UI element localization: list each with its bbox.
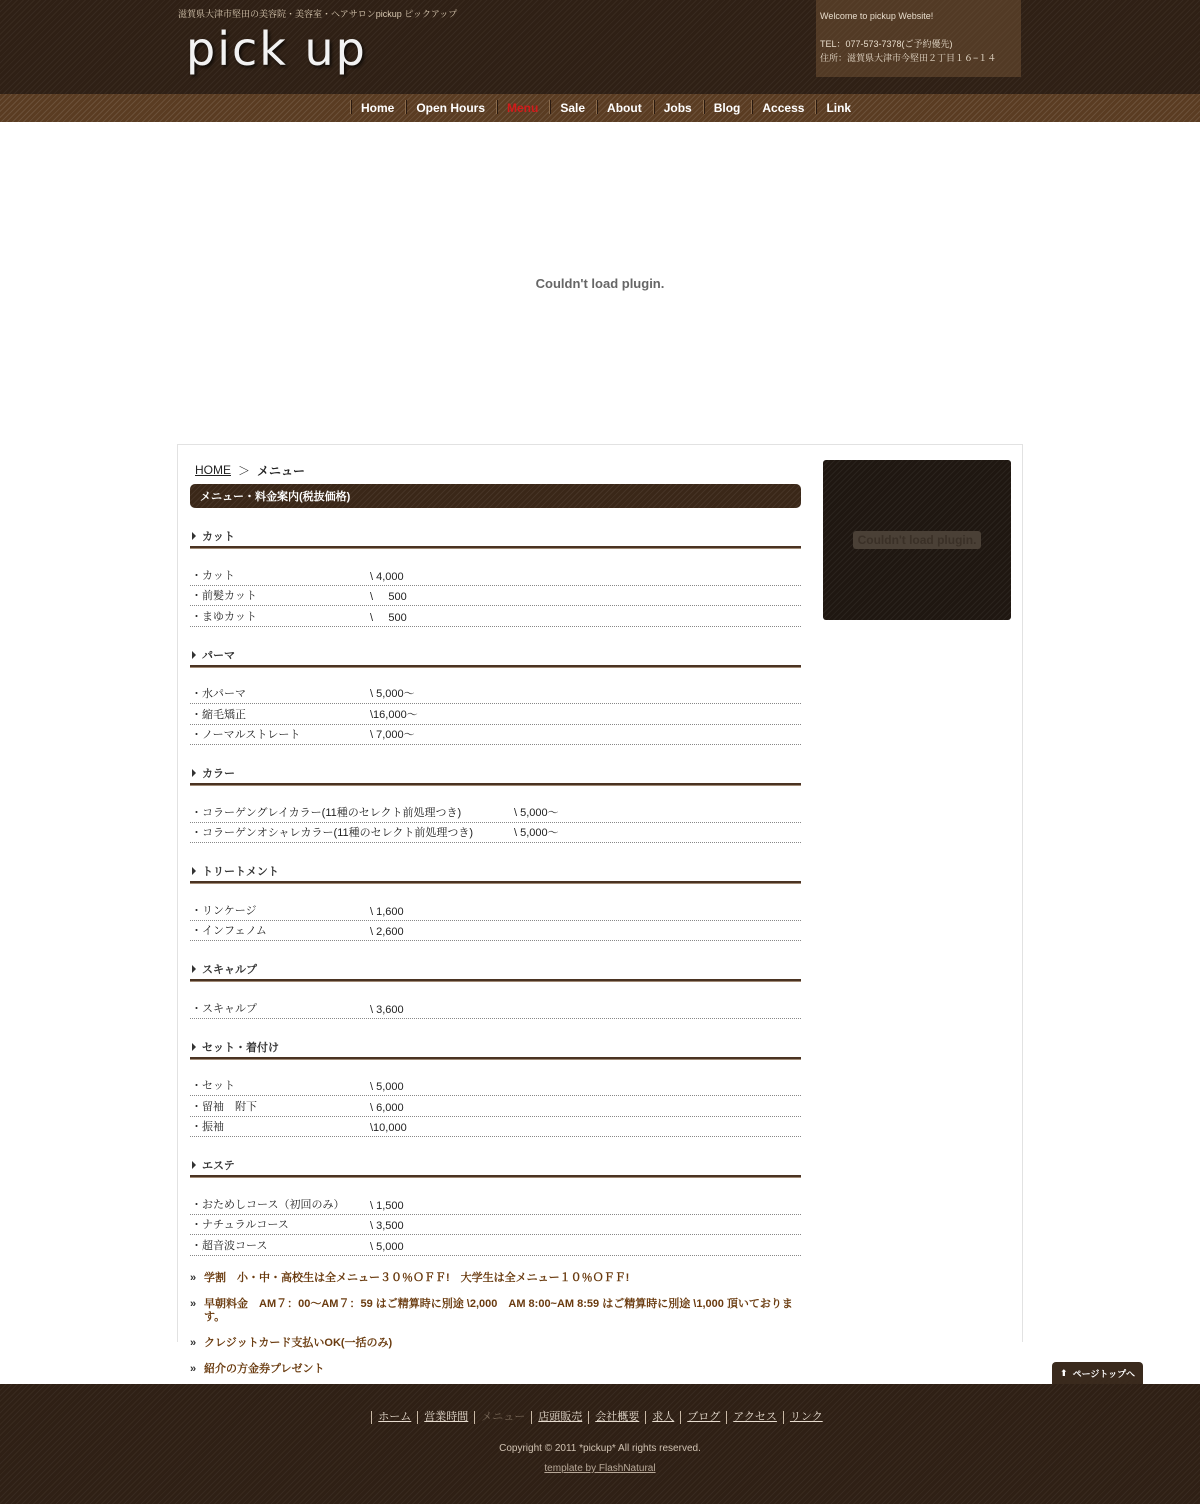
nav-link[interactable]: Link [815, 94, 862, 122]
double-chevron-icon: » [190, 1271, 197, 1284]
sidebar-plugin-error-text: Couldn't load plugin. [853, 531, 982, 549]
menu-section-perm [190, 647, 801, 746]
menu-row [190, 1096, 801, 1117]
triangle-bullet-icon [192, 769, 196, 777]
footer-link-hours[interactable]: 営業時間 [417, 1411, 474, 1424]
nav-jobs[interactable]: Jobs [653, 94, 703, 122]
menu-row [190, 586, 801, 607]
menu-section-scalp [190, 961, 801, 1019]
menu-row [190, 802, 801, 823]
nav-home[interactable]: Home [350, 94, 405, 122]
menu-item-price: \ 1,600 [370, 905, 404, 918]
main-column [190, 459, 801, 1389]
menu-row [190, 684, 801, 705]
note-item [190, 1363, 801, 1376]
menu-section-set [190, 1039, 801, 1138]
footer-link-link[interactable]: リンク [783, 1411, 829, 1424]
page-title: メニュー・料金案内(税抜価格) [190, 484, 801, 508]
double-chevron-icon: » [190, 1336, 197, 1349]
menu-row [190, 921, 801, 942]
menu-item-name: ・ナチュラルコース [191, 1219, 289, 1231]
page-top-label: ページトップへ [1072, 1368, 1135, 1379]
double-chevron-icon: » [190, 1297, 197, 1310]
menu-item-price: \ 5,000～ [514, 827, 559, 839]
section-title [190, 528, 801, 544]
breadcrumb-separator: ＞ [238, 463, 251, 478]
site-header [0, 0, 1200, 94]
footer-link-access[interactable]: アクセス [726, 1411, 783, 1424]
menu-item-name: ・コラーゲングレイカラー(11種のセレクト前処理つき) [191, 806, 462, 819]
section-title [190, 1157, 801, 1173]
breadcrumb-home-link[interactable]: HOME [195, 463, 231, 477]
section-divider [190, 881, 801, 884]
nav-about[interactable]: About [596, 94, 653, 122]
triangle-bullet-icon [192, 532, 196, 540]
menu-item-name: ・振袖 [191, 1121, 224, 1133]
triangle-bullet-icon [192, 867, 196, 875]
triangle-bullet-icon [192, 1043, 196, 1051]
page-top-button[interactable] [1052, 1362, 1143, 1384]
menu-item-price: \ 4,000 [370, 570, 404, 583]
note-text: 早朝料金 AM７：00～AM７：59 はご精算時に別途 \2,000 AM 8:00~AM 8:59 はご精算時に別途 \1,000 頂いております。 [204, 1297, 793, 1323]
section-title-text: パーマ [202, 649, 235, 662]
menu-section-treatment [190, 863, 801, 941]
sidebar-plugin-area[interactable] [823, 460, 1011, 620]
menu-item-price: \ 3,600 [370, 1003, 404, 1016]
nav-menu[interactable]: Menu [496, 94, 549, 122]
note-item [190, 1337, 801, 1350]
menu-item-name: ・縮毛矯正 [191, 708, 246, 721]
footer-link-sale[interactable]: 店頭販売 [531, 1411, 588, 1424]
triangle-bullet-icon [192, 1161, 196, 1169]
welcome-text: Welcome to pickup Website! [820, 11, 934, 21]
note-text: クレジットカード支払いOK(一括のみ) [204, 1336, 393, 1349]
menu-item-name: ・コラーゲンオシャレカラー(11種のセレクト前処理つき) [191, 827, 474, 839]
copyright-text: Copyright © 2011 *pickup* All rights reserved. [499, 1443, 701, 1454]
section-divider [190, 1175, 801, 1178]
triangle-bullet-icon [192, 651, 196, 659]
menu-item-name: ・カット [191, 569, 235, 582]
phone-text: TEL：077-573-7378(ご予約優先) [820, 39, 953, 49]
menu-row [190, 1215, 801, 1236]
menu-row [190, 704, 801, 725]
section-title [190, 1039, 801, 1055]
section-title [190, 765, 801, 781]
arrow-up-icon: ⬆ [1060, 1367, 1068, 1378]
menu-item-price: \ 5,000 [370, 1240, 404, 1253]
menu-item-price: \ 500 [370, 591, 407, 603]
section-divider [190, 546, 801, 549]
menu-item-price: \ 3,500 [370, 1220, 404, 1232]
menu-section-cut [190, 528, 801, 627]
menu-item-name: ・超音波コース [191, 1239, 268, 1252]
menu-section-color [190, 765, 801, 843]
menu-item-price: \ 5,000～ [514, 806, 559, 819]
menu-row [190, 565, 801, 586]
contact-info-box [816, 0, 1021, 77]
menu-item-price: \ 500 [370, 611, 407, 624]
site-footer [0, 1384, 1200, 1504]
nav-blog[interactable]: Blog [703, 94, 752, 122]
section-title [190, 863, 801, 879]
menu-row [190, 900, 801, 921]
section-title-text: セット・着付け [202, 1041, 279, 1054]
menu-item-price: \10,000 [370, 1122, 407, 1134]
menu-row [190, 823, 801, 844]
menu-item-price: \ 7,000～ [370, 729, 415, 741]
section-title-text: カット [202, 531, 235, 543]
menu-item-price: \ 2,600 [370, 926, 404, 938]
nav-access[interactable]: Access [751, 94, 815, 122]
nav-sale[interactable]: Sale [549, 94, 596, 122]
menu-row [190, 1117, 801, 1138]
footer-nav [0, 1411, 1200, 1424]
menu-item-price: \16,000～ [370, 708, 418, 721]
menu-item-name: ・リンケージ [191, 904, 257, 917]
footer-link-about[interactable]: 会社概要 [588, 1411, 645, 1424]
menu-row [190, 725, 801, 746]
main-nav [0, 94, 1200, 122]
menu-item-price: \ 5,000～ [370, 688, 415, 700]
footer-link-blog[interactable]: ブログ [680, 1411, 726, 1424]
menu-row [190, 998, 801, 1019]
site-logo[interactable]: pick up [186, 22, 367, 76]
menu-row [190, 606, 801, 627]
menu-item-price: \ 5,000 [370, 1081, 404, 1093]
double-chevron-icon: » [190, 1362, 197, 1375]
content-container [177, 444, 1023, 1375]
menu-section-esthetic [190, 1157, 801, 1256]
menu-item-name: ・前髪カット [191, 590, 257, 602]
menu-item-name: ・ノーマルストレート [191, 729, 301, 741]
address-text: 住所：滋賀県大津市今堅田２丁目１６−１４ [820, 53, 997, 63]
menu-item-price: \ 1,500 [370, 1199, 404, 1212]
menu-row [190, 1235, 801, 1256]
footer-link-menu: メニュー [474, 1411, 531, 1424]
site-tagline: 滋賀県大津市堅田の美容院・美容室・ヘアサロンpickup ピックアップ [178, 9, 458, 19]
menu-item-name: ・留袖 附下 [191, 1100, 257, 1113]
menu-item-price: \ 6,000 [370, 1101, 404, 1114]
template-credit-link[interactable]: template by FlashNatural [544, 1463, 656, 1474]
section-divider [190, 783, 801, 786]
plugin-error-text: Couldn't load plugin. [535, 275, 665, 291]
section-title-text: エステ [202, 1160, 235, 1172]
note-item [190, 1298, 801, 1324]
menu-row [190, 1076, 801, 1097]
section-title [190, 961, 801, 977]
menu-item-name: ・まゆカット [191, 610, 257, 623]
triangle-bullet-icon [192, 965, 196, 973]
breadcrumb-current: メニュー [257, 463, 306, 478]
breadcrumb [190, 459, 801, 481]
main-plugin-area[interactable] [0, 122, 1200, 444]
menu-item-name: ・水パーマ [191, 688, 246, 700]
footer-link-jobs[interactable]: 求人 [645, 1411, 680, 1424]
section-title-text: トリートメント [202, 866, 279, 878]
note-text: 紹介の方金券プレゼント [204, 1362, 325, 1375]
section-title-text: カラー [202, 768, 235, 780]
section-divider [190, 1057, 801, 1060]
notes-list [190, 1272, 801, 1376]
section-divider [190, 665, 801, 668]
menu-item-name: ・スキャルプ [191, 1002, 257, 1015]
note-item [190, 1272, 801, 1285]
menu-item-name: ・おためしコース（初回のみ） [191, 1198, 345, 1211]
menu-item-name: ・セット [191, 1080, 235, 1092]
note-text: 学割 小・中・高校生は全メニュー３０％ＯＦＦ! 大学生は全メニュー１０％ＯＦＦ! [204, 1271, 630, 1284]
section-title [190, 647, 801, 663]
section-title-text: スキャルプ [202, 964, 257, 976]
section-divider [190, 979, 801, 982]
nav-open-hours[interactable]: Open Hours [405, 94, 496, 122]
menu-item-name: ・インフェノム [191, 925, 267, 937]
menu-row [190, 1194, 801, 1215]
footer-link-home[interactable]: ホーム [371, 1411, 417, 1424]
